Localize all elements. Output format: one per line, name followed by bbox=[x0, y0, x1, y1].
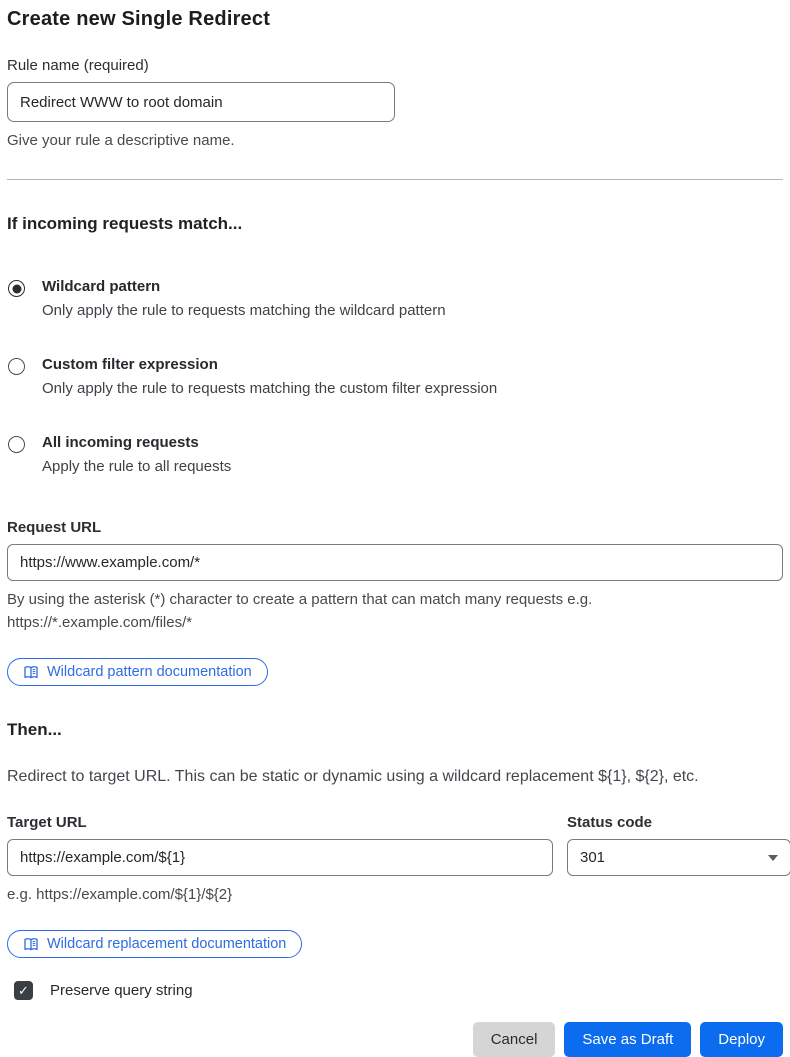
target-url-label: Target URL bbox=[7, 814, 87, 831]
rule-name-input[interactable] bbox=[7, 82, 395, 122]
book-icon bbox=[23, 937, 39, 952]
then-section-heading: Then... bbox=[7, 720, 62, 739]
request-url-input[interactable] bbox=[7, 544, 783, 581]
match-type-radio-group bbox=[7, 278, 783, 476]
request-url-field bbox=[7, 519, 783, 686]
wildcard-pattern-docs-label: Wildcard pattern documentation bbox=[47, 664, 252, 680]
checkmark-icon: ✓ bbox=[18, 982, 29, 998]
rule-name-label: Rule name (required) bbox=[7, 57, 149, 74]
target-url-input[interactable] bbox=[7, 839, 553, 876]
target-url-field bbox=[7, 814, 553, 876]
radio-description: Only apply the rule to requests matching the wildcard pattern bbox=[42, 302, 446, 319]
cancel-button[interactable]: Cancel bbox=[473, 1022, 556, 1057]
request-url-helper-line1: By using the asterisk (*) character to create a pattern that can match many requests e.g. bbox=[7, 591, 593, 608]
status-code-select[interactable] bbox=[567, 839, 790, 876]
target-url-helper: e.g. https://example.com/${1}/${2} bbox=[7, 886, 233, 903]
radio-button-icon[interactable] bbox=[8, 358, 25, 375]
save-as-draft-button[interactable]: Save as Draft bbox=[564, 1022, 691, 1057]
preserve-query-label: Preserve query string bbox=[50, 982, 193, 999]
status-code-field bbox=[567, 814, 790, 876]
rule-name-helper: Give your rule a descriptive name. bbox=[7, 132, 235, 149]
request-url-label: Request URL bbox=[7, 519, 102, 536]
preserve-query-checkbox[interactable] bbox=[14, 981, 33, 1000]
wildcard-pattern-docs-button[interactable] bbox=[7, 658, 268, 686]
then-section-description: Redirect to target URL. This can be static or dynamic using a wildcard replacement ${1}, ${2}, etc. bbox=[7, 768, 699, 785]
radio-label: All incoming requests bbox=[42, 434, 199, 451]
deploy-button[interactable]: Deploy bbox=[700, 1022, 783, 1057]
request-url-helper bbox=[7, 588, 783, 634]
radio-option-custom-filter[interactable] bbox=[7, 356, 783, 398]
radio-option-wildcard-pattern[interactable] bbox=[7, 278, 783, 320]
status-code-label: Status code bbox=[567, 814, 653, 831]
radio-button-icon[interactable] bbox=[8, 436, 25, 453]
preserve-query-row[interactable] bbox=[7, 981, 783, 1000]
status-code-value: 301 bbox=[580, 849, 606, 866]
match-section-heading: If incoming requests match... bbox=[7, 214, 243, 233]
book-icon bbox=[23, 665, 39, 680]
section-divider bbox=[7, 179, 783, 180]
wildcard-replacement-docs-label: Wildcard replacement documentation bbox=[47, 936, 287, 952]
form-actions bbox=[7, 1022, 783, 1057]
radio-option-all-requests[interactable] bbox=[7, 434, 783, 476]
rule-name-field bbox=[7, 57, 783, 152]
radio-description: Only apply the rule to requests matching the custom filter expression bbox=[42, 380, 498, 397]
target-status-row bbox=[7, 814, 783, 876]
radio-button-icon[interactable] bbox=[8, 280, 25, 297]
radio-description: Apply the rule to all requests bbox=[42, 458, 232, 475]
page-title: Create new Single Redirect bbox=[7, 8, 271, 30]
radio-label: Wildcard pattern bbox=[42, 278, 161, 295]
radio-label: Custom filter expression bbox=[42, 356, 218, 373]
chevron-down-icon bbox=[768, 855, 778, 861]
request-url-helper-line2: https://*.example.com/files/* bbox=[7, 614, 193, 631]
wildcard-replacement-docs-button[interactable] bbox=[7, 930, 302, 958]
